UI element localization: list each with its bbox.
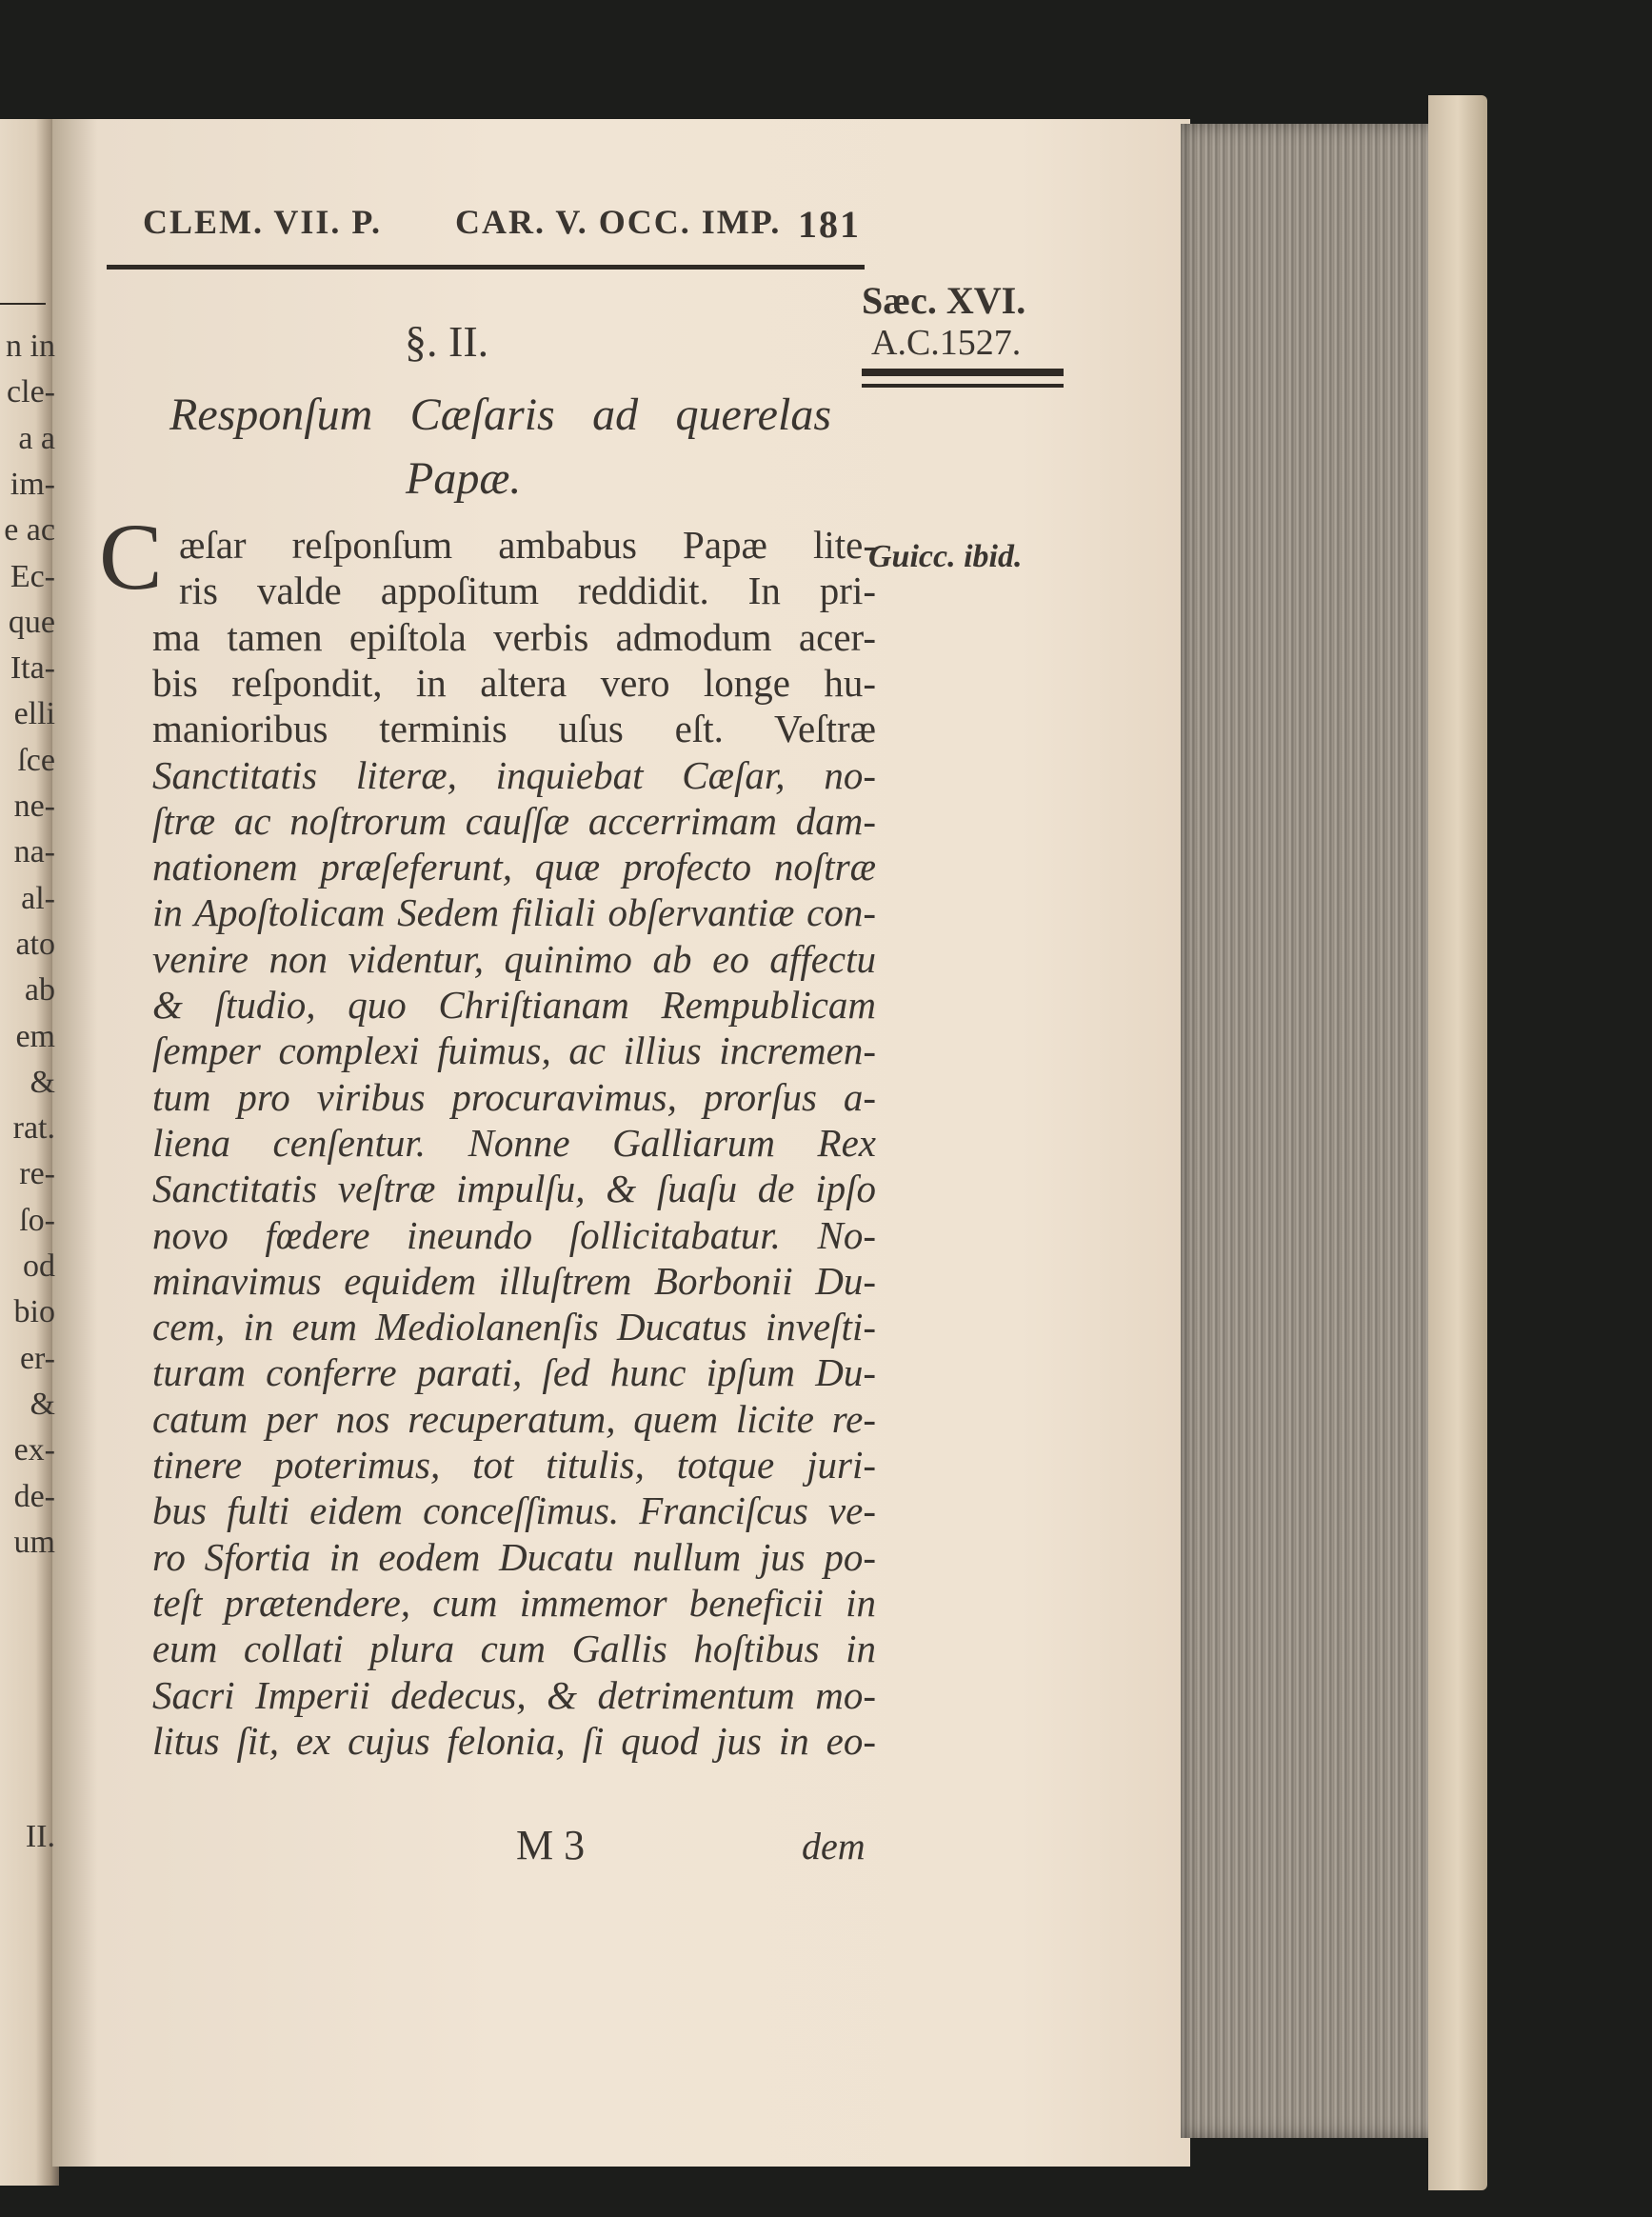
body-line: tum pro viribus procuravimus, prorſus a- — [152, 1074, 876, 1119]
left-page-fragment: al- — [21, 880, 55, 916]
body-line: Sacri Imperii dedecus, & detrimentum mo- — [152, 1672, 876, 1717]
body-line: nationem præſeferunt, quæ profecto noſtræ — [152, 845, 876, 889]
running-head-left: CLEM. VII. P. — [143, 203, 383, 241]
body-line: ſtræ ac noſtrorum cauſſæ accerrimam dam- — [152, 798, 876, 843]
left-page-fragment: rat. — [12, 1110, 55, 1147]
section-number: §. II. — [405, 317, 489, 366]
body-line: minavimus equidem illuſtrem Borbonii Du- — [152, 1258, 876, 1303]
body-line: bus fulti eidem conceſſimus. Franciſcus ve- — [152, 1488, 876, 1533]
body-line: ma tamen epiſtola verbis admodum acer- — [152, 614, 876, 659]
body-line: Sanctitatis veſtræ impulſu, & ſuaſu de ipſo — [152, 1167, 876, 1211]
left-page-signature: II. — [25, 1819, 55, 1854]
left-page-fragment: Ec- — [10, 558, 55, 594]
left-page-fragment: que — [8, 604, 55, 640]
left-page-fragment: em — [15, 1018, 55, 1054]
section-title-line1: Responſum Cæſaris ad querelas — [169, 389, 831, 440]
left-page-fragment: Ita- — [10, 650, 55, 687]
section-title-line2: Papæ. — [406, 453, 522, 504]
page-edges — [1181, 124, 1443, 2138]
left-page-fragment: er- — [19, 1340, 55, 1376]
body-line: manioribus terminis uſus eſt. Veſtræ — [152, 707, 876, 751]
running-head-center: CAR. V. OCC. IMP. — [455, 203, 782, 241]
left-page-fragment: ſce — [17, 742, 55, 778]
body-line: in Apoſtolicam Sedem filiali obſervantiæ con- — [152, 890, 876, 935]
body-line: æſar reſponſum ambabus Papæ lite- — [179, 523, 876, 567]
body-line: novo fœdere ineundo ſollicitabatur. No- — [152, 1212, 876, 1257]
left-page-fragment: de- — [13, 1478, 55, 1514]
body-line: liena cenſentur. Nonne Galliarum Rex — [152, 1120, 876, 1165]
body-line: litus ſit, ex cujus felonia, ſi quod jus in eo- — [152, 1718, 876, 1763]
body-line: bis reſpondit, in altera vero longe hu- — [152, 660, 876, 705]
left-page-fragment: ex- — [13, 1432, 55, 1468]
margin-rule-thick — [862, 369, 1064, 376]
body-line: cem, in eum Mediolanenſis Ducatus inveſti- — [152, 1305, 876, 1349]
body-line: ro Sfortia in eodem Ducatu nullum jus po- — [152, 1534, 876, 1579]
catchword: dem — [802, 1825, 866, 1867]
body-line: Sanctitatis literæ, inquiebat Cæſar, no- — [152, 752, 876, 797]
left-page-fragment: um — [13, 1524, 55, 1560]
left-page-fragment: na- — [13, 834, 55, 870]
left-page-fragment: elli — [13, 696, 55, 732]
body-line: turam conferre parati, ſed hunc ipſum Du- — [152, 1350, 876, 1395]
body-line: venire non videntur, quinimo ab eo affectu — [152, 936, 876, 981]
left-page-fragment: a a — [18, 420, 55, 456]
left-page-fragment: & — [30, 1064, 55, 1100]
drop-cap: C — [99, 504, 163, 609]
left-page-fragment: od — [23, 1248, 55, 1284]
margin-rule-thin — [862, 384, 1064, 388]
left-page-rule — [0, 303, 46, 305]
page-number: 181 — [798, 203, 861, 246]
left-page-fragment: n in — [6, 329, 55, 364]
margin-century: Sæc. XVI. — [862, 279, 1026, 322]
body-line: ris valde appoſitum reddidit. In pri- — [179, 569, 876, 613]
body-line: & ſtudio, quo Chriſtianam Rempublicam — [152, 983, 876, 1027]
body-line: ſemper complexi fuimus, ac illius incremen- — [152, 1029, 876, 1073]
margin-year: A.C.1527. — [871, 323, 1022, 363]
signature-mark: M 3 — [516, 1822, 586, 1868]
margin-source-note: Guicc. ibid. — [868, 539, 1023, 574]
body-line: tinere poterimus, tot titulis, totque juri- — [152, 1443, 876, 1487]
left-page-fragment: ato — [15, 926, 55, 962]
left-page-fragment: ſo- — [19, 1202, 55, 1238]
body-line: teſt prætendere, cum immemor beneficii in — [152, 1580, 876, 1625]
body-line: catum per nos recuperatum, quem licite re- — [152, 1396, 876, 1441]
left-page-fragment: ab — [24, 972, 55, 1009]
body-line: eum collati plura cum Gallis hoſtibus in — [152, 1627, 876, 1671]
left-page-fragment: & — [30, 1386, 55, 1422]
left-page-fragment: e ac — [4, 512, 55, 549]
book-cover-edge — [1428, 95, 1487, 2190]
left-page-fragment: ne- — [13, 789, 55, 824]
header-rule — [107, 265, 865, 270]
left-page-fragment: re- — [19, 1156, 55, 1192]
left-page-fragment: cle- — [7, 374, 55, 410]
left-page-fragment: im- — [10, 466, 55, 502]
left-page-fragment: bio — [13, 1294, 55, 1330]
